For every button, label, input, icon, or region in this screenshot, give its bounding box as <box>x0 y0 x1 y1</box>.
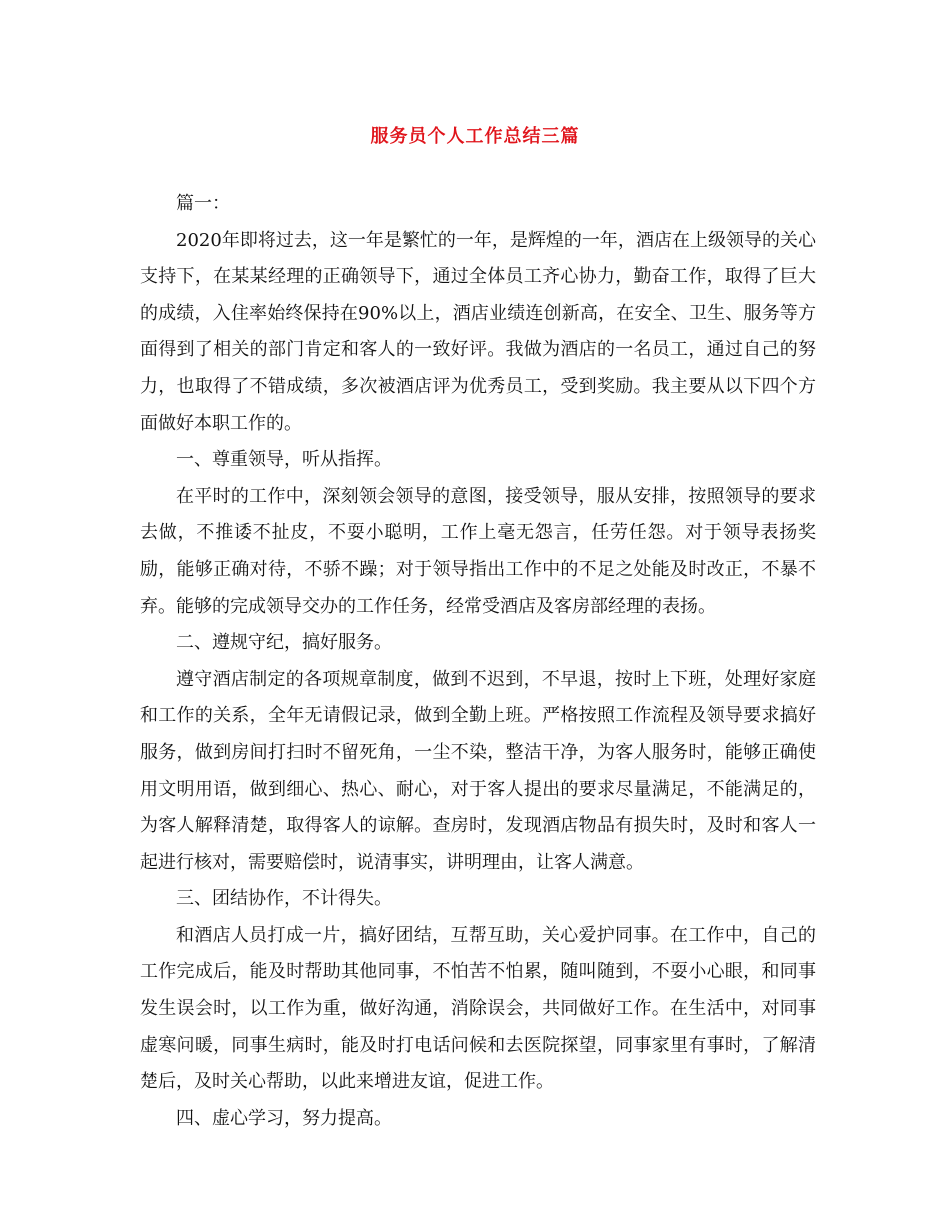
document-body <box>140 186 816 1137</box>
section-paragraph-3: 和酒店人员打成一片，搞好团结，互帮互助，关心爱护同事。在工作中，自己的工作完成后，能及时帮助其他同事，不怕苦不怕累，随叫随到，不耍小心眼，和同事发生误会时，以工作为重，做好沟通，消除误会，共同做好工作。在生活中，对同事虚寒问暖，同事生病时，能及时打电话问候和去医院探望，同事家里有事时，了解清楚后，及时关心帮助，以此来增进友谊，促进工作。 <box>140 924 816 1093</box>
intro-paragraph: 2020年即将过去，这一年是繁忙的一年，是辉煌的一年，酒店在上级领导的关心支持下，在某某经理的正确领导下，通过全体员工齐心协力，勤奋工作，取得了巨大的成绩，入住率始终保持在90%以上，酒店业绩连创新高，在安全、卫生、服务等方面得到了相关的部门肯定和客人的一致好评。我做为酒店的一名员工，通过自己的努力，也取得了不错成绩，多次被酒店评为优秀员工，受到奖励。我主要从以下四个方面做好本职工作的。 <box>140 229 816 434</box>
section-heading-3: 三、团结协作，不计得失。 <box>176 888 392 910</box>
section-heading-2: 二、遵规守纪，搞好服务。 <box>176 632 392 654</box>
section-heading-1: 一、尊重领导，听从指挥。 <box>176 449 392 471</box>
section-heading-4: 四、虚心学习，努力提高。 <box>176 1107 392 1129</box>
section-paragraph-2: 遵守酒店制定的各项规章制度，做到不迟到，不早退，按时上下班，处理好家庭和工作的关系，全年无请假记录，做到全勤上班。严格按照工作流程及领导要求搞好服务，做到房间打扫时不留死角，一尘不染，整洁干净，为客人服务时，能够正确使用文明用语，做到细心、热心、耐心，对于客人提出的要求尽量满足，不能满足的，为客人解释清楚，取得客人的谅解。查房时，发现酒店物品有损失时，及时和客人一起进行核对，需要赔偿时，说清事实，讲明理由，让客人满意。 <box>140 668 816 873</box>
document-title: 服务员个人工作总结三篇 <box>370 126 580 147</box>
section-paragraph-1: 在平时的工作中，深刻领会领导的意图，接受领导，服从安排，按照领导的要求去做，不推诿不扯皮，不耍小聪明，工作上毫无怨言，任劳任怨。对于领导表扬奖励，能够正确对待，不骄不躁；对于领导指出工作中的不足之处能及时改正，不暴不弃。能够的完成领导交办的工作任务，经常受酒店及客房部经理的表扬。 <box>140 485 816 617</box>
section-heading-part-one: 篇一： <box>176 193 230 214</box>
